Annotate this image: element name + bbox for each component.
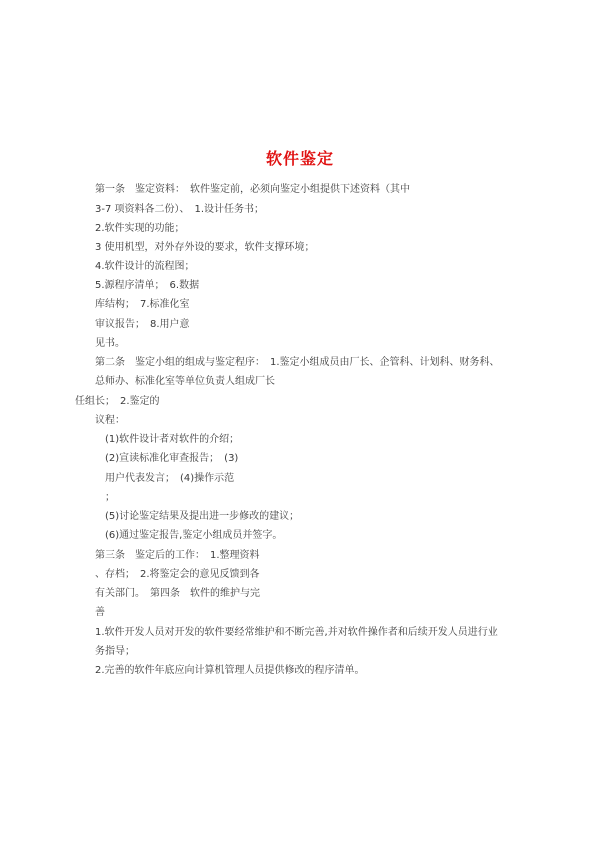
text-line: 第三条 鉴定后的工作： 1.整理资料 [95, 550, 260, 561]
text-line: 有关部门。 第四条 软件的维护与完 [95, 588, 260, 599]
text-line: 用户代表发言； (4)操作示范 [105, 473, 235, 484]
text-line: (1)软件设计者对软件的介绍； [105, 434, 240, 445]
text-line: 善 [95, 607, 105, 618]
text-line: 任组长； 2.鉴定的 [75, 396, 160, 407]
text-line: 1.软件开发人员对开发的软件要经常维护和不断完善,并对软件操作者和后续开发人员进行业 [95, 627, 498, 638]
text-line: (2)宣读标准化审查报告； (3) [105, 453, 239, 464]
text-line: 2.完善的软件年底应向计算机管理人员提供修改的程序清单。 [95, 665, 365, 676]
text-line: 见书。 [95, 338, 125, 349]
text-line: 5.源程序清单； 6.数据 [95, 280, 200, 291]
text-line: 库结构； 7.标准化室 [95, 299, 190, 310]
text-line: 第二条 鉴定小组的组成与鉴定程序： 1.鉴定小组成员由厂长、企管科、计划科、财务科、 [95, 357, 500, 368]
text-line: (5)讨论鉴定结果及提出进一步修改的建议； [105, 511, 300, 522]
text-line: 3-7 项资料各二份）、 1.设计任务书； [95, 204, 265, 215]
text-line: 审议报告； 8.用户意 [95, 319, 190, 330]
text-line: (6)通过鉴定报告,鉴定小组成员并签字。 [105, 530, 283, 541]
document-title: 软件鉴定 [265, 149, 334, 168]
text-line: 4.软件设计的流程图； [95, 261, 195, 272]
text-line: 3 使用机型，对外存外设的要求，软件支撑环境； [95, 242, 315, 253]
text-line: 务指导； [95, 646, 135, 657]
text-line: 2.软件实现的功能； [95, 223, 185, 234]
text-line: 议程： [95, 415, 125, 426]
text-line: 、存档； 2.将鉴定会的意见反馈到各 [95, 569, 260, 580]
text-line: ； [105, 492, 115, 503]
text-line: 第一条 鉴定资料： 软件鉴定前，必须向鉴定小组提供下述资料（其中 [95, 184, 410, 195]
text-line: 总师办、标准化室等单位负责人组成厂长 [95, 376, 275, 387]
